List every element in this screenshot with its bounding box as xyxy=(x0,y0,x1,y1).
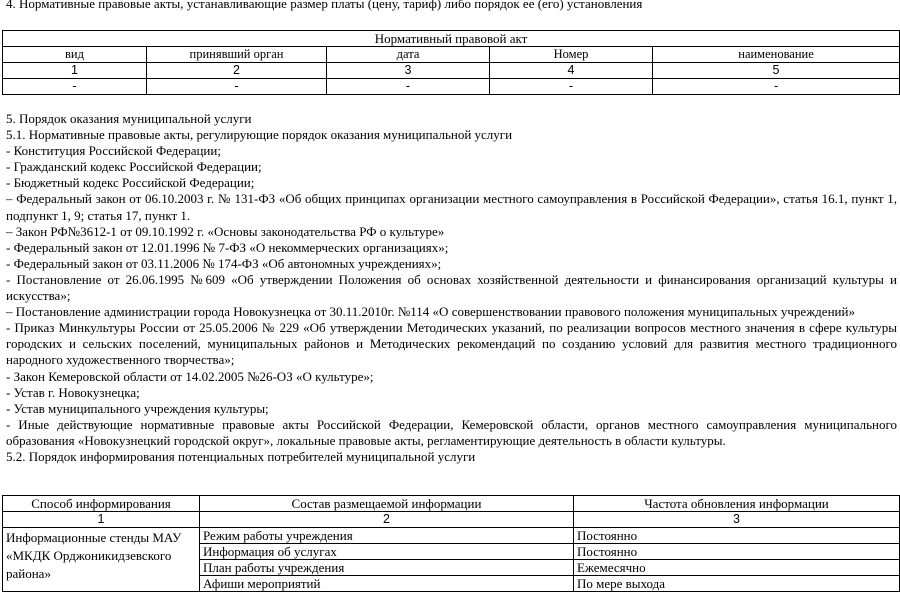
column-number: 1 xyxy=(3,63,147,79)
column-number: 2 xyxy=(200,512,574,528)
column-header: Номер xyxy=(490,47,653,63)
column-header: Способ информирования xyxy=(3,496,200,512)
update-frequency-cell: Ежемесячно xyxy=(574,560,900,576)
column-number: 3 xyxy=(327,63,490,79)
list-item: - Приказ Минкультуры России от 25.05.2006 № 229 «Об утверждении Методических указаний, по реализации вопросов местного значения в сфере культуры городских и сельских поселений, муниципальных районов и Методических рекомендаций по созданию условий для развития местного традиционного народного художественного творчества»; xyxy=(6,320,897,368)
subsection-5-2-title: 5.2. Порядок информирования потенциальных потребителей муниципальной услуги xyxy=(6,448,476,464)
column-header: принявший орган xyxy=(147,47,327,63)
list-item: - Бюджетный кодекс Российской Федерации; xyxy=(6,175,255,191)
list-item: - Закон Кемеровской области от 14.02.2005 №26-ОЗ «О культуре»; xyxy=(6,368,374,384)
list-item: - Иные действующие нормативные правовые акты Российской Федерации, Кемеровской области, органов местного самоуправления муниципального образования «Новокузнецкий городской округ», локальные правовые акты, регламентирующие деятельность в области культуры. xyxy=(6,416,897,448)
column-header: вид xyxy=(3,47,147,63)
column-number: 5 xyxy=(653,63,900,79)
subsection-5-1-title: 5.1. Нормативные правовые акты, регулирующие порядок оказания муниципальной услуги xyxy=(6,127,513,143)
column-header: Состав размещаемой информации xyxy=(200,496,574,512)
table-header-row xyxy=(3,47,900,63)
update-frequency-cell: Постоянно xyxy=(574,528,900,544)
section-4-title: 4. Нормативные правовые акты, устанавливающие размер платы (цену, тариф) либо порядок ее (его) установления xyxy=(6,0,643,11)
list-item: - Конституция Российской Федерации; xyxy=(6,143,221,159)
table-row xyxy=(3,79,900,95)
column-header: Частота обновления информации xyxy=(574,496,900,512)
list-item: – Постановление администрации города Новокузнецка от 30.11.2010г. №114 «О совершенствовании правового положения муниципальных учреждений» xyxy=(6,304,855,320)
list-item: - Федеральный закон от 12.01.1996 № 7-ФЗ «О некоммерческих организациях»; xyxy=(6,239,449,255)
list-item: - Постановление от 26.06.1995 №609 «Об утверждении Положения об основах хозяйственной деятельности и финансирования организаций культуры и искусства»; xyxy=(6,271,897,304)
column-number: 4 xyxy=(490,63,653,79)
information-method-cell: Информационные стенды МАУ «МКДК Орджоникидзевского района» xyxy=(3,528,200,592)
table-cell: - xyxy=(327,79,490,95)
column-number: 2 xyxy=(147,63,327,79)
list-item: - Устав г. Новокузнецка; xyxy=(6,384,140,400)
table-number-row xyxy=(3,512,900,528)
update-frequency-cell: По мере выхода xyxy=(574,576,900,592)
information-table xyxy=(2,495,900,592)
column-header: дата xyxy=(327,47,490,63)
column-number: 3 xyxy=(574,512,900,528)
column-number: 1 xyxy=(3,512,200,528)
table-number-row xyxy=(3,63,900,79)
table-row xyxy=(3,528,900,544)
list-item: - Гражданский кодекс Российской Федерации; xyxy=(6,159,262,175)
table-group-header-row xyxy=(3,31,900,47)
column-header: наименование xyxy=(653,47,900,63)
information-content-cell: Режим работы учреждения xyxy=(200,528,574,544)
table-cell: - xyxy=(490,79,653,95)
update-frequency-cell: Постоянно xyxy=(574,544,900,560)
section-5-title: 5. Порядок оказания муниципальной услуги xyxy=(6,111,252,126)
group-header-cell: Нормативный правовой акт xyxy=(3,31,900,47)
list-item: – Закон РФ№3612-1 от 09.10.1992 г. «Основы законодательства РФ о культуре» xyxy=(6,223,445,239)
information-content-cell: Информация об услугах xyxy=(200,544,574,560)
information-content-cell: План работы учреждения xyxy=(200,560,574,576)
information-content-cell: Афиши мероприятий xyxy=(200,576,574,592)
list-item: - Устав муниципального учреждения культуры; xyxy=(6,400,269,416)
normative-acts-table xyxy=(2,30,900,95)
list-item: – Федеральный закон от 06.10.2003 г. № 131-ФЗ «Об общих принципах организации местного самоуправления в Российской Федерации», статья 16.1, пункт 1, подпункт 1, 9; статья 17, пункт 1. xyxy=(6,191,897,223)
table-cell: - xyxy=(3,79,147,95)
table-cell: - xyxy=(147,79,327,95)
section-5-body xyxy=(6,111,897,465)
list-item: - Федеральный закон от 03.11.2006 № 174-ФЗ «Об автономных учреждениях»; xyxy=(6,255,442,271)
table-header-row xyxy=(3,496,900,512)
table-cell: - xyxy=(653,79,900,95)
